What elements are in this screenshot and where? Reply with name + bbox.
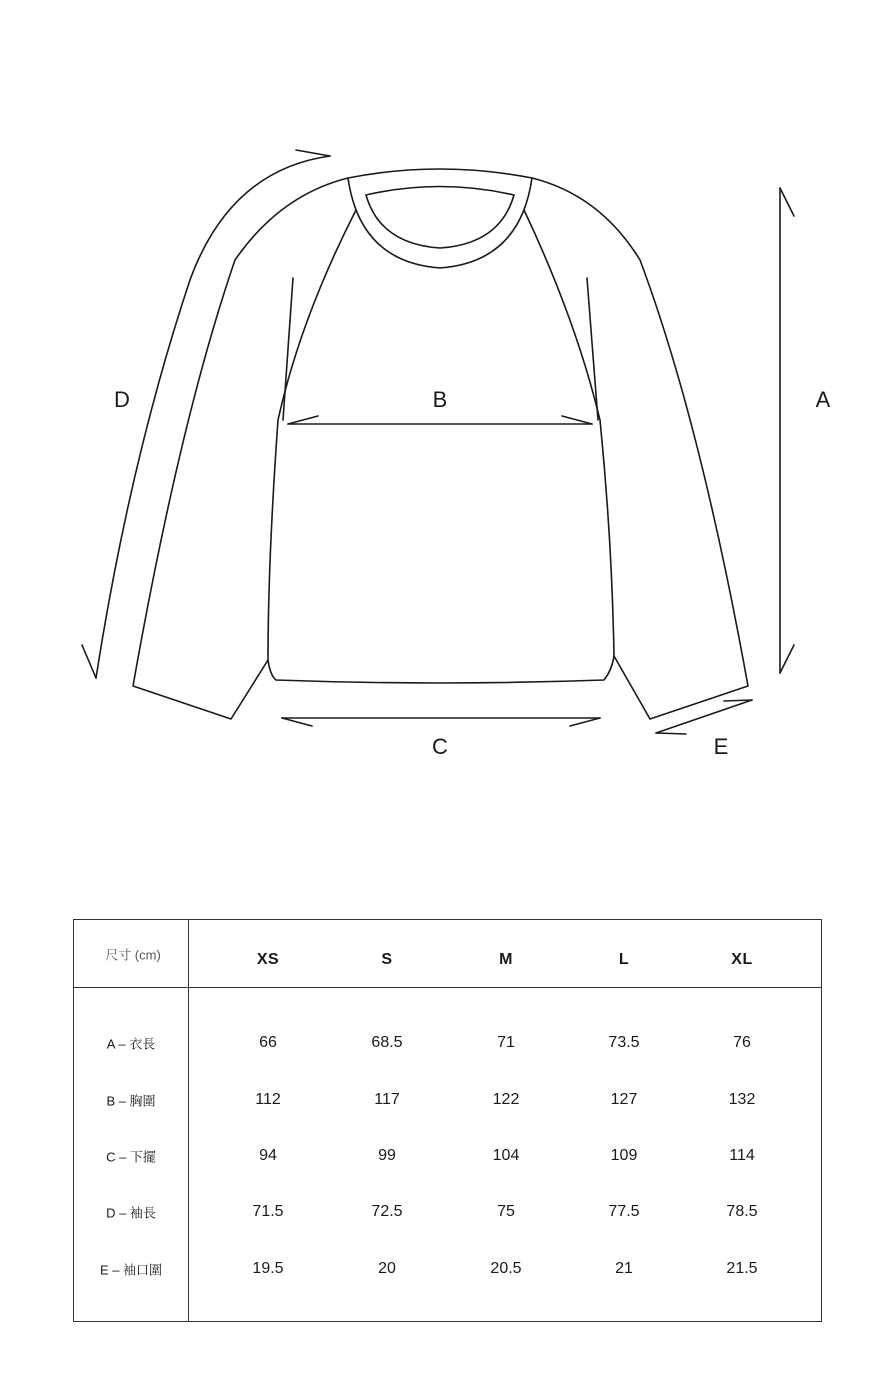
size-header-m: M [499,951,513,968]
table-cell: 127 [610,1091,638,1108]
table-cell: 71.5 [252,1203,284,1220]
dimension-c-arrow-left [282,718,312,726]
dimension-e-arrow-left [656,733,686,734]
right-sleeve [532,178,748,719]
row-label-b: B – 胸圍 [106,1093,156,1109]
table-cell: 114 [729,1147,755,1164]
left-sleeve [133,178,348,719]
table-cell: 20.5 [490,1260,522,1277]
dimension-b-arrow-right [562,416,592,424]
table-cell: 20 [378,1260,396,1277]
row-label-c: C – 下擺 [106,1149,156,1165]
table-corner-label: 尺寸 (cm) [105,947,161,963]
table-divider-vertical [188,920,189,1321]
neckline-outer [348,169,532,268]
table-cell: 104 [492,1147,520,1164]
dimension-e-label: E [713,733,729,759]
table-cell: 66 [259,1034,277,1051]
table-cell: 99 [378,1147,396,1164]
table-cell: 21.5 [726,1260,758,1277]
dimension-e-line [656,700,752,733]
table-cell: 71 [497,1034,515,1051]
left-side-seam [283,278,293,420]
dimension-d-label: D [114,386,130,412]
dimension-a-arrow-top [780,188,794,216]
table-cell: 19.5 [252,1260,284,1277]
table-cell: 21 [615,1260,633,1277]
neckline-inner [366,187,514,249]
size-header-s: S [381,951,393,968]
table-cell: 94 [259,1147,277,1164]
table-cell: 78.5 [726,1203,758,1220]
size-header-xs: XS [256,951,280,968]
table-cell: 112 [255,1091,281,1108]
table-cell: 109 [610,1147,638,1164]
table-cell: 76 [733,1034,751,1051]
dimension-a-arrow-bottom [780,645,794,673]
dimension-a-label: A [815,386,831,412]
right-side-seam [587,278,598,420]
row-label-d: D – 袖長 [106,1205,156,1221]
dimension-b-arrow-left [288,416,318,424]
table-cell: 75 [497,1203,515,1220]
table-divider-horizontal [74,987,821,988]
dimension-c-label: C [432,733,448,759]
table-cell: 72.5 [371,1203,403,1220]
sweater-body [268,210,614,683]
table-cell: 132 [728,1091,756,1108]
dimension-d-line [96,156,330,678]
dimension-b-label: B [432,386,448,412]
dimension-e-arrow-right [724,700,752,701]
table-cell: 77.5 [608,1203,640,1220]
dimension-d-arrow-top [296,150,330,156]
row-label-e: E – 袖口圍 [99,1262,163,1278]
dimension-d-arrow-bottom [82,645,96,678]
size-chart-table [73,919,822,1322]
size-header-l: L [618,951,630,968]
table-cell: 117 [374,1091,400,1108]
dimension-c-arrow-right [570,718,600,726]
table-cell: 68.5 [371,1034,403,1051]
row-label-a: A – 衣長 [106,1036,156,1052]
table-cell: 73.5 [608,1034,640,1051]
size-header-xl: XL [731,951,753,968]
table-cell: 122 [492,1091,520,1108]
